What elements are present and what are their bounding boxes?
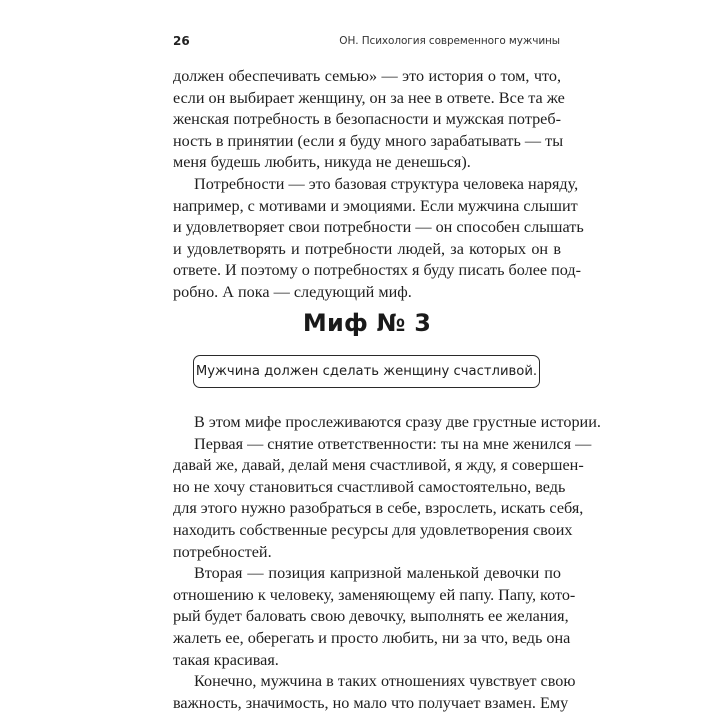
- text-line: важность, значимость, но мало что получает взамен. Ему: [173, 693, 569, 712]
- text-line: и удовлетворяет свои потребности — он способен слышать: [173, 218, 584, 237]
- page-number: 26: [173, 34, 190, 48]
- text-line: робно. А пока — следующий миф.: [173, 282, 412, 301]
- myth-discussion: [173, 412, 601, 714]
- paragraph-needs: [173, 174, 584, 304]
- text-line: но не хочу становиться счастливой самостоятельно, ведь: [173, 477, 566, 496]
- text-line: давай же, давай, делай меня счастливой, я жду, я совершен-: [173, 456, 584, 475]
- text-line: Вторая — позиция капризной маленькой девочки по: [194, 564, 561, 583]
- book-title: ОН. Психология современного мужчины: [339, 35, 560, 47]
- text-line: Первая — снятие ответственности: ты на мне женился —: [194, 434, 592, 453]
- running-head: [173, 34, 560, 50]
- text-line: В этом мифе прослеживаются сразу две грустные истории.: [194, 413, 601, 431]
- paragraph-continuation: [173, 66, 565, 174]
- text-line: если он выбирает женщину, он за нее в ответе. Все та же: [173, 88, 565, 107]
- text-line: жалеть ее, оберегать и просто любить, ни за что, ведь она: [173, 628, 571, 647]
- text-line: например, с мотивами и эмоциями. Если мужчина слышит: [173, 196, 578, 215]
- text-line: для этого нужно разобраться в себе, взрослеть, искать себя,: [173, 499, 584, 518]
- text-line: такая красивая.: [173, 650, 279, 669]
- myth-statement: Мужчина должен сделать женщину счастливой.: [195, 364, 538, 379]
- text-line: должен обеспечивать семью» — это история о том, что,: [173, 67, 561, 85]
- text-line: и удовлетворять и потребности людей, за которых он в: [173, 239, 561, 258]
- text-line: меня будешь любить, никуда не денешься).: [173, 153, 471, 172]
- section-heading: Миф № 3: [302, 309, 432, 337]
- text-line: ность в принятии (если я буду много зарабатывать — ты: [173, 131, 564, 150]
- text-line: Потребности — это базовая структура человека наряду,: [194, 175, 579, 193]
- text-line: женская потребность в безопасности и мужская потреб-: [173, 110, 561, 129]
- text-line: потребностей.: [173, 542, 272, 561]
- text-line: рый будет баловать свою девочку, выполнять ее желания,: [173, 607, 569, 626]
- text-line: отношению к человеку, заменяющему ей папу. Папу, кото-: [173, 585, 576, 604]
- text-line: находить собственные ресурсы для удовлетворения своих: [173, 520, 573, 539]
- myth-callout-box: [193, 355, 540, 388]
- text-line: Конечно, мужчина в таких отношениях чувствует свою: [194, 672, 576, 691]
- text-line: ответе. И поэтому о потребностях я буду писать более под-: [173, 261, 582, 280]
